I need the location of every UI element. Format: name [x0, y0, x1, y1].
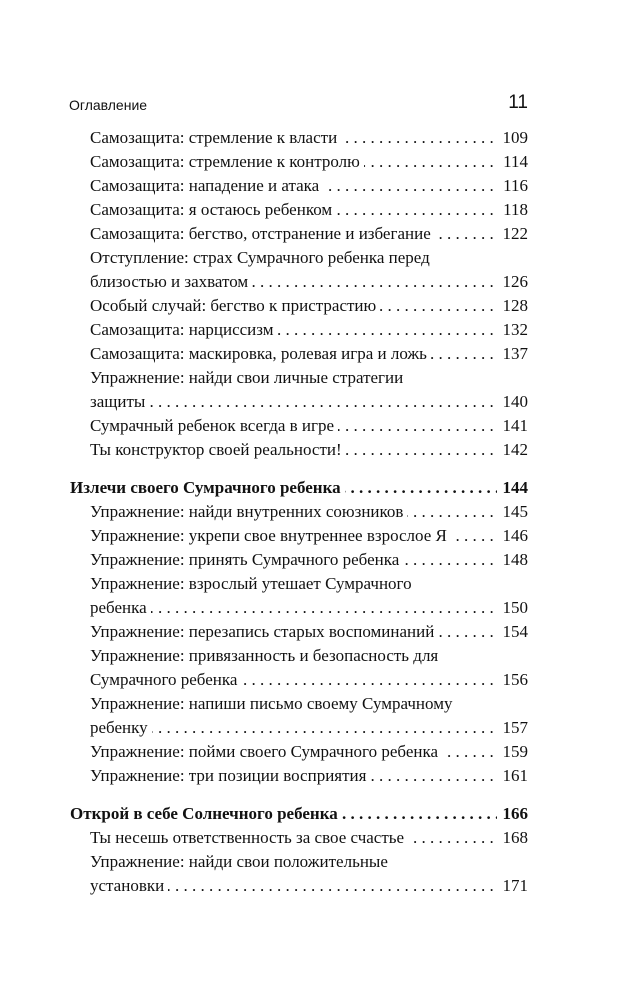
- toc-entry-title: Упражнение: найди свои личные стратегии: [90, 368, 407, 387]
- toc-section[interactable]: [70, 476, 528, 500]
- toc-entry[interactable]: [90, 764, 528, 788]
- toc-entry-page: 156: [497, 668, 529, 692]
- toc-entry-page: 109: [497, 126, 529, 150]
- toc-section[interactable]: [70, 802, 528, 826]
- toc-entry-title: ребенку: [90, 718, 152, 737]
- toc-entry[interactable]: [90, 126, 528, 150]
- toc-entry-title: Упражнение: перезапись старых воспоминаний: [90, 622, 438, 641]
- toc-entry-title: ребенка: [90, 598, 151, 617]
- toc-entry[interactable]: [90, 548, 528, 572]
- toc-entry[interactable]: [90, 596, 528, 620]
- toc-entry[interactable]: [90, 414, 528, 438]
- toc-entry-title: близостью и захватом: [90, 272, 252, 291]
- toc-entry-title: Упражнение: привязанность и безопасность для: [90, 646, 442, 665]
- toc-entry[interactable]: [90, 644, 528, 668]
- toc-entry-page: 118: [497, 198, 528, 222]
- toc-entry[interactable]: [90, 874, 528, 898]
- toc-entry-page: 159: [497, 740, 529, 764]
- toc-entry-page: 132: [497, 318, 529, 342]
- toc-entry-page: 116: [497, 174, 528, 198]
- toc-entry-page: 146: [497, 524, 529, 548]
- toc-entry-title: Отступление: страх Сумрачного ребенка перед: [90, 248, 434, 267]
- toc-entry[interactable]: [90, 246, 528, 270]
- toc-entry-title: установки: [90, 876, 168, 895]
- toc-section-page: 144: [497, 476, 529, 500]
- toc-entry-title: Самозащита: стремление к контролю: [90, 152, 364, 171]
- toc-entry[interactable]: [90, 270, 528, 294]
- toc-entry-page: 114: [497, 150, 528, 174]
- toc-entry-title: Упражнение: укрепи свое внутреннее взрослое Я: [90, 526, 451, 545]
- page-number: 11: [508, 92, 528, 113]
- toc-entry-title: Упражнение: взрослый утешает Сумрачного: [90, 574, 416, 593]
- toc-entry-title: Особый случай: бегство к пристрастию: [90, 296, 380, 315]
- toc-entry-page: 126: [497, 270, 529, 294]
- toc-entry-title: Упражнение: пойми своего Сумрачного ребенка: [90, 742, 442, 761]
- toc-entry[interactable]: [90, 222, 528, 246]
- toc-entry-page: 157: [497, 716, 529, 740]
- toc-entry-page: 168: [497, 826, 529, 850]
- toc-entry-title: Самозащита: стремление к власти: [90, 128, 341, 147]
- toc-entry[interactable]: [90, 438, 528, 462]
- toc-entry-title: Самозащита: я остаюсь ребенком: [90, 200, 336, 219]
- toc-entry-title: защиты: [90, 392, 149, 411]
- toc-entry[interactable]: [90, 150, 528, 174]
- toc-entry-title: Ты несешь ответственность за свое счастье: [90, 828, 408, 847]
- toc-entry-page: 154: [497, 620, 529, 644]
- toc-entry-page: 137: [497, 342, 529, 366]
- toc-entry[interactable]: [90, 500, 528, 524]
- toc-entry[interactable]: [90, 198, 528, 222]
- toc-entry-title: Самозащита: нападение и атака: [90, 176, 323, 195]
- toc-entry[interactable]: [90, 524, 528, 548]
- toc-section-page: 166: [497, 802, 529, 826]
- toc-entry-title: Упражнение: принять Сумрачного ребенка: [90, 550, 403, 569]
- toc-entry[interactable]: [90, 716, 528, 740]
- running-head: Оглавление: [69, 97, 148, 113]
- toc-entry-page: 145: [497, 500, 529, 524]
- toc-entry-title: Сумрачного ребенка: [90, 670, 241, 689]
- toc-entry[interactable]: [90, 342, 528, 366]
- toc-entry[interactable]: [90, 174, 528, 198]
- toc-entry-title: Самозащита: нарциссизм: [90, 320, 278, 339]
- toc-entry-title: Самозащита: маскировка, ролевая игра и ложь: [90, 344, 431, 363]
- toc-entry-title: Ты конструктор своей реальности!: [90, 440, 346, 459]
- toc-entry-title: Упражнение: найди внутренних союзников: [90, 502, 407, 521]
- toc-entry-title: Упражнение: найди свои положительные: [90, 852, 392, 871]
- toc-entry-page: 128: [497, 294, 529, 318]
- toc-entry-title: Упражнение: три позиции восприятия: [90, 766, 370, 785]
- toc-entry[interactable]: [90, 572, 528, 596]
- toc-entry-page: 122: [497, 222, 529, 246]
- toc-entry[interactable]: [90, 294, 528, 318]
- toc-entry[interactable]: [90, 740, 528, 764]
- toc-entry-page: 150: [497, 596, 529, 620]
- toc-entry[interactable]: [90, 850, 528, 874]
- toc-entry[interactable]: [90, 692, 528, 716]
- toc-entry-title: Упражнение: напиши письмо своему Сумрачному: [90, 694, 456, 713]
- toc-entry[interactable]: [90, 620, 528, 644]
- toc-entry-page: 171: [497, 874, 529, 898]
- toc-section-title: Открой в себе Солнечного ребенка: [70, 804, 342, 823]
- toc-section-title: Излечи своего Сумрачного ребенка: [70, 478, 345, 497]
- toc-entry[interactable]: [90, 390, 528, 414]
- toc-entry-page: 140: [497, 390, 529, 414]
- toc-entry-title: Сумрачный ребенок всегда в игре: [90, 416, 338, 435]
- toc-entry[interactable]: [90, 318, 528, 342]
- toc-entry-page: 142: [497, 438, 529, 462]
- toc-entry[interactable]: [90, 668, 528, 692]
- toc-entry[interactable]: [90, 826, 528, 850]
- toc-entry-title: Самозащита: бегство, отстранение и избегание: [90, 224, 435, 243]
- toc-entry-page: 141: [497, 414, 529, 438]
- toc-entry-page: 148: [497, 548, 529, 572]
- toc-entry-page: 161: [497, 764, 529, 788]
- toc-entry[interactable]: [90, 366, 528, 390]
